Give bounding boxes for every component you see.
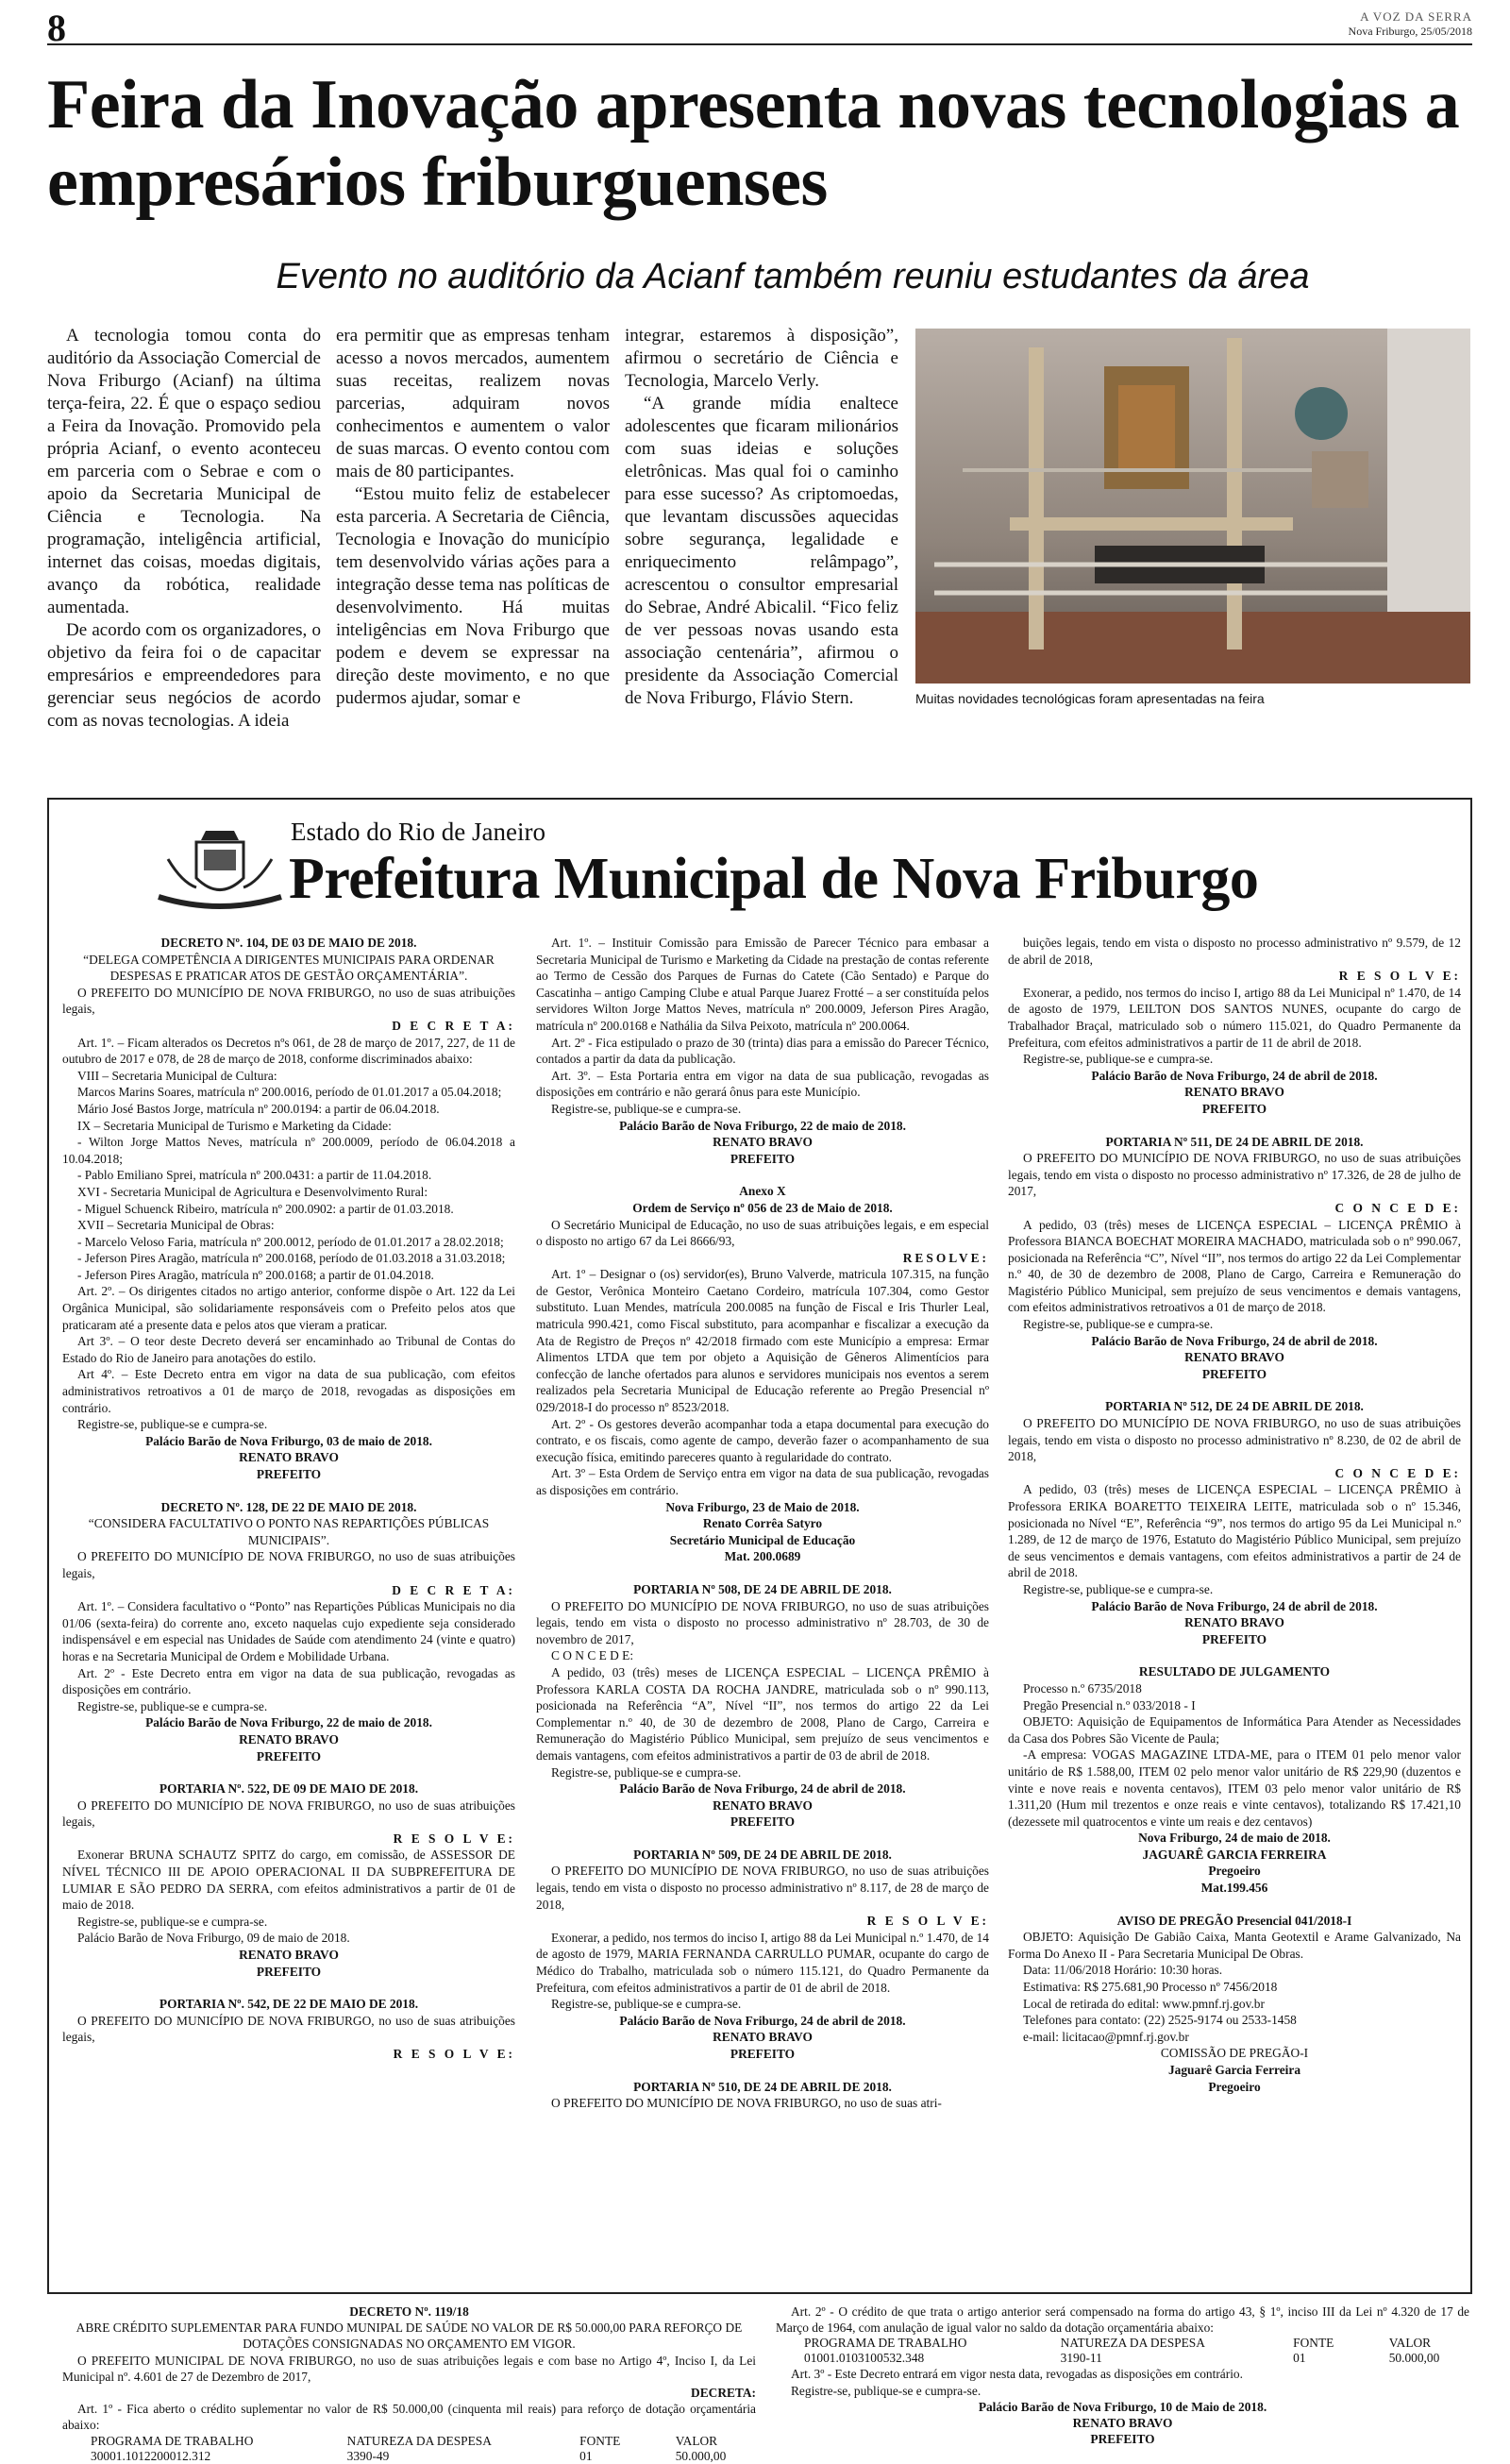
notice-line: OBJETO: Aquisição de Equipamentos de Informática Para Atender as Necessidades da Casa dos Pobres São Vicente de Paula;	[1008, 1714, 1461, 1746]
notice-column-3	[1008, 935, 1461, 2095]
notice-line: Registre-se, publique-se e cumpra-se.	[551, 1101, 742, 1116]
notice-line: Registre-se, publique-se e cumpra-se.	[1023, 1581, 1214, 1596]
table-row	[62, 2449, 756, 2464]
spacer	[536, 1565, 989, 1581]
notice-line: RENATO BRAVO	[1184, 1085, 1284, 1100]
table-cell: 50.000,00	[675, 2448, 727, 2463]
notice-line: D E C R E T A:	[392, 1018, 515, 1033]
newspaper-name: A VOZ DA SERRA	[1360, 9, 1472, 24]
notice-line: Art. 1º. – Considera facultativo o “Ponto” nas Repartições Públicas Municipais no dia 01/06 (sexta-feira) do corrente ano, exceto naquelas cujo expediente seja considerado indispensável e em especial nas Unidades de Saúde com atendimento 24 (vinte e quatro) horas e na Secretaria Municipal de Ordem e Mobilidade Urbana.	[62, 1599, 515, 1663]
notice-line: RENATO BRAVO	[713, 1135, 813, 1150]
notice-line: Pregão Presencial n.º 033/2018 - I	[1023, 1697, 1196, 1713]
table-header: FONTE	[1293, 2336, 1334, 2351]
notice-line: R E S O L V E:	[1338, 969, 1461, 984]
page-header	[47, 7, 1472, 49]
notice-line: VIII – Secretaria Municipal de Cultura:	[77, 1068, 277, 1083]
spacer	[1008, 1897, 1461, 1913]
notice-line: C O N C E D E:	[1334, 1465, 1461, 1480]
notice-line: “CONSIDERA FACULTATIVO O PONTO NAS REPARTIÇÕES PÚBLICAS MUNICIPAIS”.	[88, 1516, 490, 1547]
decree-119	[62, 2304, 756, 2464]
notice-line: XVI - Secretaria Municipal de Agricultura e Desenvolvimento Rural:	[77, 1184, 428, 1199]
article-photo	[915, 329, 1470, 684]
notice-line: O PREFEITO DO MUNICÍPIO DE NOVA FRIBURGO, no uso de suas atribuições legais,	[62, 2013, 515, 2045]
notice-line: Art. 2º - Este Decreto entra em vigor na data de sua publicação, revogadas as disposições em contrário.	[62, 1665, 515, 1697]
notice-line: Exonerar, a pedido, nos termos do inciso I, artigo 88 da Lei Municipal n.º 1.470, de 14 de agosto de 1979, MARIA FERNANDA CARRULLO PUMAR, ocupante do cargo de Médico do Trabalho, matriculada sob o número 115.121, do Quadro Permanente da Prefeitura, com efeitos administrativos a partir de 01 de abril de 2018.	[536, 1930, 989, 1995]
table-header-row	[62, 2434, 756, 2449]
notice-line: Palácio Barão de Nova Friburgo, 22 de maio de 2018.	[619, 1118, 906, 1133]
notice-line: Palácio Barão de Nova Friburgo, 24 de abril de 2018.	[1091, 1598, 1378, 1613]
notice-line: Registre-se, publique-se e cumpra-se.	[551, 1764, 742, 1780]
decree-preamble: O PREFEITO MUNICIPAL DE NOVA FRIBURGO, no uso de suas atribuições legais e com base no Artigo 4º, Inciso I, da Lei Municipal nº. 4.601 de 27 de Dezembro de 2017,	[62, 2353, 756, 2384]
table-header: VALOR	[1388, 2336, 1432, 2351]
notice-line: Palácio Barão de Nova Friburgo, 24 de abril de 2018.	[619, 1781, 906, 1797]
notice-line: D E C R E T A:	[392, 1582, 515, 1597]
notice-line: PORTARIA Nº 512, DE 24 DE ABRIL DE 2018.	[1105, 1399, 1364, 1414]
issue-date: Nova Friburgo, 25/05/2018	[1348, 25, 1472, 38]
notice-column-1	[62, 935, 515, 2063]
table-cell: 01001.0103100532.348	[804, 2351, 925, 2366]
notice-line: Jaguarê Garcia Ferreira	[1167, 2063, 1301, 2077]
notice-line: RENATO BRAVO	[713, 1797, 813, 1813]
notice-line: e-mail: licitacao@pmnf.rj.gov.br	[1023, 2029, 1189, 2044]
notice-line: Art. 3º – Esta Ordem de Serviço entra em vigor na data de sua publicação, revogadas as disposições em contrário.	[536, 1466, 989, 1497]
notice-line: O PREFEITO DO MUNICÍPIO DE NOVA FRIBURGO, no uso de suas atribuições legais,	[62, 985, 515, 1017]
notice-line: RENATO BRAVO	[1184, 1615, 1284, 1630]
notice-line: C O N C E D E:	[1334, 1200, 1461, 1215]
notice-line: Nova Friburgo, 24 de maio de 2018.	[1138, 1831, 1331, 1846]
notice-line: Exonerar, a pedido, nos termos do inciso I, artigo 88 da Lei Municipal nº 1.470, de 14 de agosto de 1979, LEILTON DOS SANTOS NUNES, ocupante do cargo de Trabalhador Braçal, matriculado sob o número 115.021, do Quadro Permanente da Prefeitura, com efeitos administrativos a partir de 11 de abril de 2018.	[1008, 985, 1461, 1050]
notice-line: Art. 1º – Designar o (os) servidor(es), Bruno Valverde, matricula 107.315, na função de Gestor, Verônica Monteiro Caetano Cordeiro, matrícula 107.304, como Gestor substituto. Luan Mendes, matrícula 200.0085 na função de Fiscal e Iris Thurler Leal, matricula 990.421, como Fiscal substituto, para acompanhar e fiscalizar a execução da Ata de Registro de Preços nº 42/2018 firmado com este Município a empresa: Ermar Alimentos LTDA que tem por objeto a Aquisição de Gêneros Alimentícios para confecção de lanche ofertados para alunos e servidores municipais nos eventos a serem realizados pela Secretaria Municipal de Educação referente ao Pregão Presencial nº 029/2018-I do processo nº 8523/2018.	[536, 1267, 989, 1415]
table-header: PROGRAMA DE TRABALHO	[91, 2433, 254, 2448]
notice-line: O PREFEITO DO MUNICÍPIO DE NOVA FRIBURGO, no uso de suas atribuições legais, tendo em vista o disposto no processo administrativo nº 28.703, de 30 de novembro de 2017,	[536, 1598, 989, 1646]
notice-line: - Miguel Schuenck Ribeiro, matrícula nº 200.0902: a partir de 01.03.2018.	[77, 1201, 454, 1216]
decree-place: Palácio Barão de Nova Friburgo, 10 de Maio de 2018.	[978, 2399, 1267, 2414]
notice-line: Secretário Municipal de Educação	[669, 1532, 856, 1547]
article-subhead: Evento no auditório da Acianf também reuniu estudantes da área	[276, 257, 1310, 296]
spacer	[1008, 1118, 1461, 1134]
notice-line: Mat.199.456	[1200, 1881, 1268, 1896]
notice-line: PREFEITO	[1201, 1366, 1267, 1381]
notice-line: RENATO BRAVO	[713, 2030, 813, 2045]
notice-line: - Jeferson Pires Aragão, matrícula nº 200.0168; a partir de 01.04.2018.	[77, 1267, 434, 1282]
notice-line: PREFEITO	[256, 1467, 322, 1481]
photo-caption: Muitas novidades tecnológicas foram apresentadas na feira	[915, 691, 1265, 706]
paragraph: De acordo com os organizadores, o objetivo da feira foi o de capacitar empresários e empreendedores para gerenciar seus negócios de acordo com as novas tecnologias. A ideia	[47, 620, 321, 731]
table-cell: 30001.1012200012.312	[91, 2448, 211, 2463]
notice-line: Data: 11/06/2018 Horário: 10:30 horas.	[1023, 1963, 1223, 1978]
notice-line: O PREFEITO DO MUNICÍPIO DE NOVA FRIBURGO, no uso de suas atribuições legais, tendo em vista o disposto no processo administrativo nº 8.117, de 28 de março de 2018,	[536, 1864, 989, 1912]
notice-line: Pregoeiro	[1208, 1864, 1261, 1879]
paragraph: “Estou muito feliz de estabelecer esta parceria. A Secretaria de Ciência, Tecnologia e Inovação do município tem desenvolvido várias ações para a integração desse tema nas políticas de desenvolvimento. Há muitas inteligências em Nova Friburgo que podem e devem se expressar na direção deste movimento, e no que pudermos ajudar, somar e	[336, 484, 610, 708]
table-row	[776, 2351, 1469, 2366]
paragraph: “A grande mídia enaltece adolescentes que ficaram milionários com suas ideias e soluções eletrônicas. Mas qual foi o caminho para esse sucesso? As criptomoedas, que levantam discussões aquecidas sobre segurança, legalidade e enriquecimento relâmpago”, acrescentou o consultor empresarial do Sebrae, André Abicalil. “Fico feliz de ver pessoas novas usando esta associação centenária”, afirmou o presidente da Associação Comercial de Nova Friburgo, Flávio Stern.	[625, 394, 898, 708]
decree-119-continued	[776, 2304, 1469, 2447]
notice-title: Prefeitura Municipal de Nova Friburgo	[289, 847, 1259, 911]
notice-line: - Wilton Jorge Mattos Neves, matrícula nº 200.0009, período de 06.04.2018 a 10.04.2018;	[62, 1135, 515, 1166]
notice-line: IX – Secretaria Municipal de Turismo e Marketing da Cidade:	[77, 1118, 392, 1133]
decree-signer: RENATO BRAVO	[1072, 2416, 1173, 2431]
table-cell: 01	[1293, 2351, 1306, 2366]
notice-line: Anexo X	[739, 1184, 786, 1199]
notice-line: PREFEITO	[730, 2047, 796, 2061]
notice-line: Mat. 200.0689	[724, 1549, 801, 1564]
notice-line: - Jeferson Pires Aragão, matrícula nº 200.0168, período de 01.03.2018 a 31.03.2018;	[77, 1251, 506, 1266]
notice-state: Estado do Rio de Janeiro	[291, 818, 545, 846]
notice-line: O PREFEITO DO MUNICÍPIO DE NOVA FRIBURGO, no uso de suas atri-	[551, 2096, 942, 2111]
notice-line: A pedido, 03 (três) meses de LICENÇA ESPECIAL – LICENÇA PRÊMIO à Professora KARLA COSTA DA ROCHA JANDRE, matriculada sob o nº 990.113, posicionada na Referência “A”, Nível “II”, nos termos do artigo 22 da Lei Complementar n.º 40, de 30 de dezembro de 2008, Plano de Cargo, Carreira e Remuneração do Magistério Público Municipal, sem prejuízo de seus vencimentos e demais vantagens, com efeitos administrativos a partir de 03 de abril de 2018.	[536, 1664, 989, 1763]
notice-line: Registre-se, publique-se e cumpra-se.	[1023, 1052, 1214, 1067]
notice-line: PREFEITO	[1201, 1101, 1267, 1116]
article-column-1	[47, 325, 321, 733]
notice-line: Registre-se, publique-se e cumpra-se.	[77, 1914, 268, 1929]
table-header: FONTE	[579, 2433, 621, 2448]
decree-summary: ABRE CRÉDITO SUPLEMENTAR PARA FUNDO MUNIPAL DE SAÚDE NO VALOR DE R$ 50.000,00 PARA REFORÇO DE DOTAÇÕES CONSIGNADAS NO ORÇAMENTO EM VIGOR.	[76, 2321, 743, 2352]
notice-line: A pedido, 03 (três) meses de LICENÇA ESPECIAL – LICENÇA PRÊMIO à Professora ERIKA BOARETTO TEIXEIRA LEITE, matriculada sob o nº 15.346, posicionada no Nível “E”, Referência “9”, nos termos do artigo 95 da Lei Municipal n.º 1.289, de 12 de março de 1976, Estatuto do Magistério Público Municipal, sem prejuízo de seus vencimentos e demais vantagens, com efeitos administrativos a partir de 24 de abril de 2018.	[1008, 1482, 1461, 1580]
notice-line: O Secretário Municipal de Educação, no uso de suas atribuições legais, e em especial o disposto no artigo 67 da Lei 8666/93,	[536, 1217, 989, 1249]
notice-line: Mário José Bastos Jorge, matrícula nº 200.0194: a partir de 06.04.2018.	[77, 1101, 440, 1116]
decree-article-3: Art. 3º - Este Decreto entrará em vigor nesta data, revogadas as disposições em contrário.	[791, 2367, 1243, 2382]
notice-line: O PREFEITO DO MUNICÍPIO DE NOVA FRIBURGO, no uso de suas atribuições legais, tendo em vista o disposto no processo administrativo nº 17.326, de 28 de julho de 2017,	[1008, 1151, 1461, 1199]
article-column-3	[625, 325, 898, 710]
notice-line: R E S O L V E:	[393, 2047, 515, 2061]
notice-line: PORTARIA Nº. 542, DE 22 DE MAIO DE 2018.	[159, 1997, 419, 2012]
notice-line: Palácio Barão de Nova Friburgo, 24 de abril de 2018.	[1091, 1333, 1378, 1348]
notice-line: RENATO BRAVO	[239, 1450, 339, 1465]
notice-line: Registre-se, publique-se e cumpra-se.	[1023, 1317, 1214, 1332]
notice-line: RENATO BRAVO	[1184, 1350, 1284, 1365]
notice-line: Art 4º. – Este Decreto entra em vigor na data de sua publicação, com efeitos administrativos retroativos a 01 de março de 2018, revogadas as disposições em contrário.	[62, 1367, 515, 1415]
table-cell: 01	[579, 2448, 593, 2463]
decree-title: DECRETO Nº. 119/18	[349, 2304, 469, 2319]
notice-line: -A empresa: VOGAS MAGAZINE LTDA-ME, para o ITEM 01 pelo menor valor unitário de R$ 1.588,00, ITEM 02 pelo menor valor unitário de R$ 229,90 (duzentos e vinte e nove reais e noventa centavos), ITEM 03 pelo menor valor unitário de R$ 1.311,20 (Hum mil trezentos e onze reais e vinte centavos), totalizando R$ 17.421,10 (dezessete mil quatrocentos e vinte um reais e dez centavos)	[1008, 1747, 1461, 1829]
notice-line: PORTARIA Nº 508, DE 24 DE ABRIL DE 2018.	[633, 1581, 892, 1596]
spacer	[536, 2063, 989, 2079]
paragraph: integrar, estaremos à disposição”, afirmou o secretário de Ciência e Tecnologia, Marcelo Verly.	[625, 326, 898, 391]
notice-line: Art. 1º. – Instituir Comissão para Emissão de Parecer Técnico para embasar a Secretaria Municipal de Turismo e Marketing da Cidade na prestação de contas referente ao Termo de Cessão dos Parques de Furnas do Catete (Cão Sentado) e Parque do Cascatinha – antigo Camping Clube e atual Parque Juarez Frotté – a ser constituída pelos servidores Wilton Jorge Mattos Neves, matrícula nº 200.0009, Jeferson Pires Aragão, matrícula nº 200.0168 e Nathália da Silva Peixoto, matrícula nº 200.0064.	[536, 936, 989, 1033]
paragraph: A tecnologia tomou conta do auditório da Associação Comercial de Nova Friburgo (Acianf) na última terça-feira, 22. É que o espaço sediou a Feira da Inovação. Promovido pela própria Acianf, o evento aconteceu em parceria com o Sebrae e com o apoio da Secretaria Municipal de Ciência e Tecnologia. Na programação, inteligência artificial, internet das coisas, moedas digitais, avanço da robótica, realidade aumentada.	[47, 326, 321, 617]
notice-line: JAGUARÊ GARCIA FERREIRA	[1142, 1847, 1327, 1862]
notice-line: RESULTADO DE JULGAMENTO	[1138, 1664, 1331, 1679]
table-header-row	[776, 2336, 1469, 2351]
notice-line: Marcos Marins Soares, matrícula nº 200.0016, período de 01.01.2017 a 05.04.2018;	[77, 1085, 502, 1100]
notice-line: XVII – Secretaria Municipal de Obras:	[77, 1218, 275, 1233]
notice-line: Art. 2º - Os gestores deverão acompanhar toda a etapa documental para execução do contrato, e os fiscais, como agente de campo, deverão fazer o acompanhamento de sua execução física, emitindo pareceres quanto à regularidade do contrato.	[536, 1416, 989, 1464]
table-header: PROGRAMA DE TRABALHO	[804, 2336, 967, 2351]
notice-line: Palácio Barão de Nova Friburgo, 24 de abril de 2018.	[619, 2013, 906, 2028]
municipal-crest-icon	[149, 821, 291, 916]
budget-table-1	[62, 2434, 756, 2464]
notice-line: Art. 2º. – Os dirigentes citados no artigo anterior, conforme dispõe o Art. 122 da Lei Orgânica Municipal, são solidariamente responsáveis com o Prefeito pelos atos que praticaram até a presente data e pelos atos que vieram a praticar.	[62, 1284, 515, 1332]
table-cell: 3390-49	[346, 2448, 390, 2463]
notice-line: Local de retirada do edital: www.pmnf.rj.gov.br	[1023, 1996, 1265, 2011]
notice-line: PORTARIA Nº 511, DE 24 DE ABRIL DE 2018.	[1105, 1134, 1364, 1149]
notice-line: DECRETO Nº. 104, DE 03 DE MAIO DE 2018.	[160, 936, 417, 950]
budget-table-2	[776, 2336, 1469, 2366]
notice-line: PORTARIA Nº 509, DE 24 DE ABRIL DE 2018.	[633, 1847, 892, 1862]
spacer	[1008, 1647, 1461, 1663]
notice-line: Art. 2º - Fica estipulado o prazo de 30 (trinta) dias para a emissão do Parecer Técnico, contados a partir da data da publicação.	[536, 1035, 989, 1067]
notice-line: Palácio Barão de Nova Friburgo, 22 de maio de 2018.	[145, 1715, 432, 1730]
spacer	[536, 1831, 989, 1847]
notice-line: RENATO BRAVO	[239, 1731, 339, 1747]
notice-line: Art. 1º. – Ficam alterados os Decretos nºs 061, de 28 de março de 2017, 227, de 11 de outubro de 2017 e 078, de 28 de março de 2018, conforme discriminados abaixo:	[62, 1035, 515, 1067]
decree-role: PREFEITO	[1090, 2432, 1155, 2447]
notice-line: Palácio Barão de Nova Friburgo, 09 de maio de 2018.	[77, 1931, 350, 1946]
decree-closing: Registre-se, publique-se e cumpra-se.	[791, 2383, 982, 2398]
spacer	[1008, 1382, 1461, 1398]
notice-line: R E S O L V E:	[866, 1914, 989, 1929]
notice-line: R E S O L V E:	[393, 1831, 515, 1846]
article-headline: Feira da Inovação apresenta novas tecnologias a empresários friburguenses	[47, 66, 1460, 221]
notice-line: O PREFEITO DO MUNICÍPIO DE NOVA FRIBURGO, no uso de suas atribuições legais,	[62, 1549, 515, 1580]
notice-line: “DELEGA COMPETÊNCIA A DIRIGENTES MUNICIPAIS PARA ORDENAR DESPESAS E PRATICAR ATOS DE GESTÃO ORÇAMENTÁRIA”.	[83, 952, 495, 984]
table-header: NATUREZA DA DESPESA	[1060, 2336, 1205, 2351]
spacer	[62, 1483, 515, 1499]
notice-line: Registre-se, publique-se e cumpra-se.	[551, 1997, 742, 2012]
decree-article-1: Art. 1º - Fica aberto o crédito suplementar no valor de R$ 50.000,00 (cinquenta mil reais) para reforço de dotação orçamentária abaixo:	[62, 2402, 756, 2433]
notice-line: PREFEITO	[1201, 1631, 1267, 1646]
notice-line: Nova Friburgo, 23 de Maio de 2018.	[665, 1499, 860, 1514]
table-cell: 50.000,00	[1388, 2351, 1440, 2366]
decree-decreta: DECRETA:	[691, 2386, 756, 2401]
notice-line: PREFEITO	[730, 1151, 796, 1166]
notice-line: Art. 3º. – Esta Portaria entra em vigor na data de sua publicação, revogadas as disposições em contrário e não gerará ônus para este Município.	[536, 1068, 989, 1100]
page-number: 8	[47, 7, 66, 49]
notice-line: Palácio Barão de Nova Friburgo, 24 de abril de 2018.	[1091, 1068, 1378, 1083]
notice-line: PREFEITO	[256, 1748, 322, 1764]
notice-line: COMISSÃO DE PREGÃO-I	[1160, 2046, 1309, 2061]
notice-line: Art 3º. – O teor deste Decreto deverá ser encaminhado ao Tribunal de Contas do Estado do Rio de Janeiro para anotações do estilo.	[62, 1334, 515, 1365]
notice-line: RENATO BRAVO	[239, 1948, 339, 1963]
notice-line: Telefones para contato: (22) 2525-9174 ou 2533-1458	[1023, 2013, 1297, 2028]
notice-line: Estimativa: R$ 275.681,90 Processo nº 7456/2018	[1023, 1980, 1278, 1995]
notice-line: PREFEITO	[730, 1814, 796, 1830]
notice-line: O PREFEITO DO MUNICÍPIO DE NOVA FRIBURGO, no uso de suas atribuições legais,	[62, 1797, 515, 1830]
spacer	[536, 1167, 989, 1183]
notice-line: A pedido, 03 (três) meses de LICENÇA ESPECIAL – LICENÇA PRÊMIO à Professora BIANCA BOECHAT MOREIRA MACHADO, matriculada sob o nº 990.067, posicionada na Referência “C”, Nível “II”, nos termos do artigo 22 da Lei Complementar n.º 40, de 30 de dezembro de 2008, Plano de Cargo, Carreira e Remuneração do Magistério Público Municipal, sem prejuízo de seus vencimentos e demais vantagens, com efeitos administrativos retroativos a 01 de março de 2018.	[1008, 1217, 1461, 1315]
notice-line: Pregoeiro	[1208, 2079, 1261, 2094]
notice-line: AVISO DE PREGÃO Presencial 041/2018-I	[1116, 1913, 1352, 1928]
table-cell: 3190-11	[1060, 2351, 1102, 2366]
notice-line: RESOLVE:	[902, 1250, 989, 1265]
notice-line: OBJETO: Aquisição De Gabião Caixa, Manta Geotextil e Arame Galvanizado, Na Forma Do Anexo II - Para Secretaria Municipal De Obras.	[1008, 1930, 1461, 1961]
notice-line: - Pablo Emiliano Sprei, matrícula nº 200.0431: a partir de 11.04.2018.	[77, 1168, 432, 1183]
spacer	[62, 1980, 515, 1996]
article-column-2	[336, 325, 610, 710]
notice-line: buições legais, tendo em vista o disposto no processo administrativo nº 9.579, de 12 de abril de 2018,	[1008, 936, 1461, 967]
notice-column-2	[536, 935, 989, 2112]
notice-line: PORTARIA Nº. 522, DE 09 DE MAIO DE 2018.	[159, 1781, 419, 1797]
3d-printer-photo	[915, 329, 1470, 684]
notice-line: O PREFEITO DO MUNICÍPIO DE NOVA FRIBURGO, no uso de suas atribuições legais, tendo em vista o disposto no processo administrativo nº 8.230, de 02 de abril de 2018,	[1008, 1416, 1461, 1464]
table-header: NATUREZA DA DESPESA	[346, 2433, 492, 2448]
notice-line: Exonerar BRUNA SCHAUTZ SPITZ do cargo, em comissão, de ASSESSOR DE NÍVEL TÉCNICO III DE APOIO OPERACIONAL II DA SUBPREFEITURA DE LUMIAR E SÃO PEDRO DA SERRA, com efeitos administrativos a partir de 01 de maio de 2018.	[62, 1848, 515, 1913]
notice-line: - Marcelo Veloso Faria, matrícula nº 200.0012, período de 01.01.2017 a 28.02.2018;	[77, 1234, 504, 1249]
notice-line: Palácio Barão de Nova Friburgo, 03 de maio de 2018.	[145, 1433, 432, 1448]
notice-line: PORTARIA Nº 510, DE 24 DE ABRIL DE 2018.	[633, 2079, 892, 2094]
notice-line: Ordem de Serviço nº 056 de 23 de Maio de 2018.	[632, 1200, 893, 1215]
table-header: VALOR	[675, 2433, 718, 2448]
notice-line: Registre-se, publique-se e cumpra-se.	[77, 1698, 268, 1713]
notice-line: Registre-se, publique-se e cumpra-se.	[77, 1417, 268, 1432]
paragraph: era permitir que as empresas tenham acesso a novos mercados, aumentem suas receitas, realizem novas parcerias, adquiram novos conhecimentos e aumentem o valor de suas marcas. O evento contou com mais de 80 participantes.	[336, 326, 610, 481]
notice-line: DECRETO Nº. 128, DE 22 DE MAIO DE 2018.	[160, 1499, 417, 1514]
decree-article-2: Art. 2º - O crédito de que trata o artigo anterior será compensado na forma do artigo 43, § 1º, inciso III da Lei nº 4.320 de 17 de Março de 1964, com anulação de igual valor no saldo da dotação orçamentária abaixo:	[776, 2304, 1469, 2336]
notice-line: C O N C E D E:	[551, 1648, 634, 1663]
notice-line: Renato Corrêa Satyro	[702, 1516, 823, 1531]
spacer	[62, 1764, 515, 1780]
notice-line: Processo n.º 6735/2018	[1023, 1680, 1142, 1696]
notice-line: PREFEITO	[256, 1964, 322, 1979]
